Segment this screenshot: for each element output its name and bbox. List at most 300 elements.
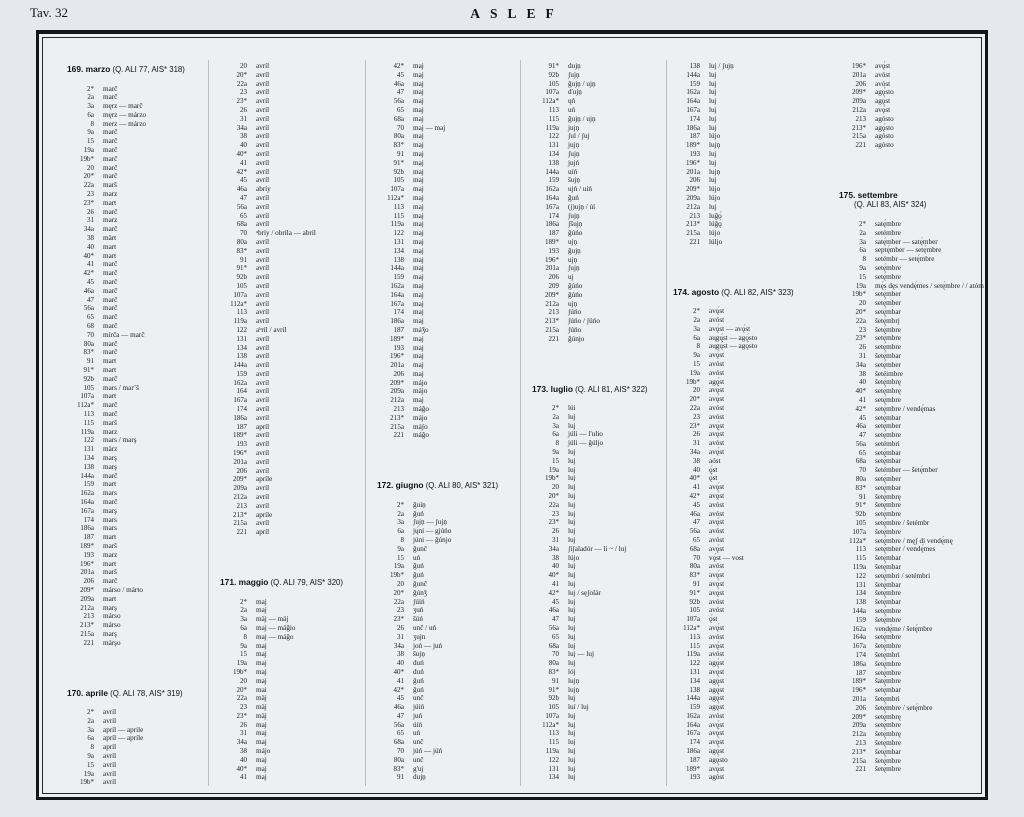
entry-number: 22a <box>855 316 866 325</box>
entry-number: 42* <box>393 685 404 694</box>
entry-form: ʃšujņ <box>568 220 583 229</box>
entry-number: 221 <box>236 528 247 537</box>
entry-form: agǫ́st <box>709 676 725 685</box>
entry-row <box>377 686 525 695</box>
entry-row <box>377 203 525 212</box>
entry-row <box>67 560 207 569</box>
entry-form: setę́mbrę <box>875 712 901 721</box>
entry-row <box>220 773 368 782</box>
entry-row <box>377 106 525 115</box>
entry-number: 2a <box>87 93 94 102</box>
entry-number: 34a <box>689 447 700 456</box>
entry-row <box>377 220 525 229</box>
entry-form: márşo <box>103 638 121 647</box>
entry-number: 56a <box>689 527 700 536</box>
entry-row <box>220 396 368 405</box>
entry-number: 92b <box>83 374 94 383</box>
entry-number: 20 <box>240 62 247 70</box>
entry-form: marč <box>103 295 118 304</box>
entry-row <box>839 387 997 396</box>
entry-row <box>532 712 666 721</box>
entry-number: 3a <box>397 518 404 527</box>
entry-row <box>67 595 207 604</box>
entry-form: májo <box>413 387 428 396</box>
entry-number: 65 <box>397 105 404 114</box>
entry-row <box>220 729 368 738</box>
entry-form: aóst <box>709 456 721 465</box>
entry-row <box>839 686 997 695</box>
entry-form: marč <box>103 128 118 137</box>
entry-form: maj <box>413 132 424 141</box>
entry-number: 167a <box>80 506 94 515</box>
entry-form: šetę́mbre <box>875 527 901 536</box>
entry-form: uń <box>413 729 421 738</box>
entry-row <box>220 431 368 440</box>
entry-row <box>532 510 666 519</box>
entry-row <box>377 176 525 185</box>
entry-row <box>839 370 997 379</box>
entry-row <box>67 322 207 331</box>
entry-form: avríl <box>256 88 270 97</box>
entry-row <box>67 296 207 305</box>
entry-number: 20 <box>87 163 94 172</box>
entry-row <box>377 712 525 721</box>
entry-form: maj <box>413 114 424 123</box>
entry-number: 20* <box>548 491 559 500</box>
entry-row <box>377 589 525 598</box>
entry-form: marŧ <box>103 357 117 366</box>
entry-form: maj <box>413 273 424 282</box>
entry-row <box>673 686 823 695</box>
entry-row <box>673 624 823 633</box>
entry-number: 196* <box>852 686 866 695</box>
section-number: 175. <box>839 189 858 200</box>
entry-row <box>67 357 207 366</box>
entry-number: 40* <box>689 474 700 483</box>
section-reference: (Q. ALI 78, AIS* 319) <box>108 688 183 698</box>
journal-title: ASLEF <box>470 6 564 21</box>
entry-form: maj <box>256 597 267 606</box>
entry-form: avríl <box>256 193 270 202</box>
entry-form: setę́mber <box>875 475 901 484</box>
entry-number: 144a <box>686 70 700 79</box>
entry-row <box>673 483 823 492</box>
entry-number: 2a <box>240 606 247 615</box>
entry-number: 2* <box>87 708 94 716</box>
entry-row <box>67 304 207 313</box>
entry-number: 31 <box>240 114 247 123</box>
entry-number: 83* <box>83 348 94 357</box>
entry-row <box>532 106 666 115</box>
entry-row <box>220 185 368 194</box>
entry-number: 107a <box>233 290 247 299</box>
entry-form: avríl <box>256 387 270 396</box>
entry-form: luj <box>568 755 576 764</box>
entry-number: 112a* <box>387 193 404 202</box>
entry-row <box>377 703 525 712</box>
entry-number: 42* <box>236 167 247 176</box>
entry-form: júíń <box>413 703 425 712</box>
entry-form: ǧúńo <box>568 281 583 290</box>
entry-row <box>839 633 997 642</box>
entry-number: 138 <box>855 598 866 607</box>
entry-number: 56a <box>393 720 404 729</box>
entry-number: 187 <box>855 668 866 677</box>
entry-number: 215a <box>80 629 94 638</box>
entry-number: 40 <box>240 755 247 764</box>
entry-form: ǫ́st <box>709 615 718 624</box>
entry-row <box>220 738 368 747</box>
entry-row <box>220 88 368 97</box>
entry-number: 22a <box>83 181 94 190</box>
entry-form: satę́mbre <box>875 219 901 228</box>
entry-number: 162a <box>233 378 247 387</box>
entry-row <box>220 650 368 659</box>
entry-row <box>673 238 823 247</box>
entry-form: mäj — mäj <box>256 615 289 624</box>
entry-form: marş <box>103 506 117 515</box>
entry-form: maj <box>256 773 267 782</box>
entry-form: marč <box>103 260 118 269</box>
entry-number: 134 <box>689 676 700 685</box>
entry-row <box>67 243 207 252</box>
entry-row <box>839 396 997 405</box>
entry-form: avríl <box>103 760 117 769</box>
entry-form: vendę́me / šetę́mbre <box>875 624 933 633</box>
entry-number: 212a <box>852 105 866 114</box>
entry-form: avríl <box>256 105 270 114</box>
entry-row <box>220 282 368 291</box>
entry-number: 112a* <box>683 623 700 632</box>
entry-form: setémbr — setę́mbre <box>875 255 935 264</box>
entry-form: avǫ́st <box>709 421 725 430</box>
entry-form: luj <box>568 483 576 492</box>
entry-form: maj <box>413 229 424 238</box>
entry-number: 164a <box>390 290 404 299</box>
entry-number: 40* <box>393 667 404 676</box>
entry-form: avǫ́st <box>709 667 725 676</box>
entry-row <box>532 422 666 431</box>
entry-row <box>839 229 997 238</box>
entry-row <box>377 379 525 388</box>
entry-form: avǫ́st <box>709 430 725 439</box>
entry-row <box>220 168 368 177</box>
entry-row <box>532 659 666 668</box>
entry-row <box>220 229 368 238</box>
column-1 <box>67 62 207 787</box>
entry-form: avǫ́st <box>709 738 725 747</box>
entry-row <box>839 748 997 757</box>
entry-row <box>377 212 525 221</box>
section-number: 172. <box>377 480 396 491</box>
entry-number: 19b* <box>686 377 700 386</box>
entry-form: märŧ <box>103 234 117 243</box>
entry-form: setę́mbre / vendę́mas <box>875 404 936 413</box>
entry-form: agǫ́st <box>709 659 725 668</box>
entry-number: 22a <box>548 500 559 509</box>
entry-form: luǧǫ́ <box>709 211 722 220</box>
entry-row <box>839 264 997 273</box>
entry-number: 34a <box>548 544 559 553</box>
entry-row <box>673 378 823 387</box>
entry-form: luj <box>568 711 576 720</box>
entry-form: šetę́mbre <box>875 325 901 334</box>
entry-form: maj — máǧio <box>256 623 296 632</box>
entry-number: 105 <box>548 79 559 88</box>
entry-row <box>673 510 823 519</box>
entry-number: 189* <box>390 334 404 343</box>
entry-form: ǧuíņ <box>413 500 426 509</box>
entry-row <box>532 62 666 71</box>
section-name: settembre <box>857 189 898 200</box>
entry-form: avǫ́st <box>709 395 725 404</box>
entry-number: 196* <box>390 352 404 361</box>
entry-row <box>532 747 666 756</box>
entry-row <box>673 448 823 457</box>
entry-form: šetę́mbre <box>875 738 901 747</box>
entry-number: 38 <box>240 132 247 141</box>
entry-row <box>377 229 525 238</box>
entry-number: 119a <box>545 747 559 756</box>
entry-row <box>673 501 823 510</box>
entry-number: 221 <box>548 334 559 343</box>
entry-form: (j)ujņ / úí <box>568 202 596 211</box>
entry-row <box>839 62 997 71</box>
entry-number: 6a <box>87 734 94 743</box>
entry-number: 47 <box>87 295 94 304</box>
entry-number: 22a <box>689 404 700 412</box>
entry-form: vǫ́st — vost <box>709 553 744 562</box>
entry-number: 42* <box>855 404 866 413</box>
entry-number: 45 <box>240 176 247 185</box>
entry-row <box>532 633 666 642</box>
entry-row <box>839 660 997 669</box>
entry-row <box>67 621 207 630</box>
entry-number: 15 <box>552 456 559 465</box>
entry-number: 41 <box>397 676 404 685</box>
entry-number: 167a <box>852 642 866 651</box>
entry-form: maj <box>413 246 424 255</box>
entry-form: maj <box>413 185 424 194</box>
entry-form: úíń <box>413 720 423 729</box>
entry-number: 174 <box>83 515 94 524</box>
entry-form: avríl <box>256 501 270 510</box>
entry-number: 105 <box>855 519 866 528</box>
entry-row <box>839 510 997 519</box>
entry-number: 193 <box>689 773 700 782</box>
entry-row <box>532 317 666 326</box>
entry-row <box>532 571 666 580</box>
entry-number: 45 <box>859 413 866 422</box>
entry-number: 213* <box>852 747 866 756</box>
entry-number: 209a <box>852 721 866 730</box>
entry-number: 92b <box>393 167 404 176</box>
entry-row <box>67 269 207 278</box>
entry-form: šetę́mbre <box>875 659 901 668</box>
entry-number: 8 <box>90 743 94 752</box>
entry-row <box>67 568 207 577</box>
entry-row <box>220 458 368 467</box>
entry-number: 162a <box>390 281 404 290</box>
entry-number: 115 <box>393 211 404 220</box>
entry-number: 196* <box>686 158 700 167</box>
entry-form: avóst <box>709 509 725 518</box>
entry-row <box>220 686 368 695</box>
entry-number: 91* <box>236 264 247 273</box>
entry-number: 19b* <box>852 290 866 299</box>
entry-number: 15 <box>87 760 94 769</box>
entry-form: agósto <box>875 114 894 123</box>
entry-row <box>839 730 997 739</box>
entry-form: agǫ́st <box>709 747 725 756</box>
entry-number: 193 <box>83 550 94 559</box>
entry-form: maj <box>413 290 424 299</box>
entry-number: 209a <box>852 97 866 106</box>
entry-form: maj <box>413 317 424 326</box>
section-number: 169. <box>67 64 86 74</box>
entry-form: mäj <box>256 694 267 703</box>
entry-form: dujņ <box>413 773 426 782</box>
entry-number: 164a <box>686 720 700 729</box>
entry-row <box>673 536 823 545</box>
entry-form: avríl <box>256 149 270 158</box>
entry-form: šetę́mbar <box>875 351 901 360</box>
entry-form: marč <box>103 401 118 410</box>
entry-number: 19b* <box>545 474 559 483</box>
entry-form: lujņ <box>709 167 721 176</box>
entry-number: 47 <box>397 88 404 97</box>
entry-number: 221 <box>855 141 866 150</box>
entry-form: marš <box>103 181 117 190</box>
entry-number: 3a <box>552 421 559 430</box>
entry-form: luj <box>568 597 576 606</box>
entry-form: marč <box>103 339 118 348</box>
entry-row <box>220 712 368 721</box>
entry-form: avǫ́st <box>709 307 725 316</box>
entry-number: 20* <box>689 395 700 404</box>
entry-form: avǫ́st <box>709 641 725 650</box>
entry-row <box>673 124 823 133</box>
entry-form: avríl <box>256 123 270 132</box>
entry-row <box>220 747 368 756</box>
entry-number: 91* <box>689 588 700 597</box>
entry-number: 206 <box>236 466 247 475</box>
entry-row <box>532 115 666 124</box>
entry-number: 91* <box>83 366 94 374</box>
section-name: marzo <box>85 64 111 74</box>
entry-number: 159 <box>83 480 94 489</box>
entry-form: marŧ <box>103 242 117 251</box>
entry-form: ǧuń <box>413 571 424 580</box>
entry-number: 144a <box>686 694 700 703</box>
entry-row <box>839 589 997 598</box>
entry-row <box>532 185 666 194</box>
entry-row <box>377 115 525 124</box>
entry-form: avóst <box>875 70 891 79</box>
entry-form: marč <box>103 278 118 287</box>
section-reference: (Q. ALI 81, AIS* 322) <box>572 384 648 394</box>
section-reference: (Q. ALI 80, AIS* 321) <box>423 481 499 491</box>
entry-number: 40 <box>240 141 247 150</box>
entry-form: ǧujņ / ujņ <box>568 114 596 123</box>
entry-row <box>220 203 368 212</box>
entry-form: šetę́mbri <box>875 651 900 660</box>
entry-number: 20 <box>397 579 404 588</box>
entry-row <box>377 545 525 554</box>
entry-form: marč <box>103 313 118 322</box>
entry-form: luj <box>568 571 576 580</box>
entry-row <box>673 527 823 536</box>
entry-row <box>67 726 207 735</box>
entry-form: maj <box>413 352 424 361</box>
entry-row <box>673 141 823 150</box>
entry-number: 187 <box>83 533 94 542</box>
entry-number: 9a <box>552 447 559 456</box>
entry-form: ǧuń <box>413 562 424 571</box>
entry-number: 83* <box>689 571 700 580</box>
entry-row <box>67 454 207 463</box>
entry-form: agǫ́st <box>709 377 725 386</box>
entry-number: 164 <box>236 387 247 396</box>
entry-row <box>839 141 997 150</box>
entry-row <box>377 159 525 168</box>
entry-row <box>532 413 666 422</box>
entry-number: 80a <box>548 659 559 668</box>
entry-form: márso / márŧo <box>103 585 143 594</box>
entry-number: 159 <box>393 273 404 282</box>
section-number: 171. <box>220 577 239 588</box>
entry-row <box>673 615 823 624</box>
entry-number: 213* <box>390 413 404 422</box>
entry-number: 215a <box>852 756 866 765</box>
entry-row <box>377 694 525 703</box>
section-reference: (Q. ALI 82, AIS* 323) <box>719 287 794 297</box>
entry-form: lújo <box>568 553 580 562</box>
section-name: aprile <box>85 687 108 698</box>
entry-row <box>377 194 525 203</box>
entry-row <box>532 203 666 212</box>
entry-row <box>67 577 207 586</box>
column-rule <box>208 60 209 786</box>
entry-form: avǫ́st <box>709 447 725 456</box>
entry-form: avríl <box>256 273 270 282</box>
entry-form: marč <box>103 409 118 418</box>
entry-row <box>673 71 823 80</box>
entry-row <box>673 185 823 194</box>
entry-row <box>377 308 525 317</box>
entry-number: 134 <box>548 149 559 158</box>
entry-row <box>377 677 525 686</box>
entry-row <box>673 756 823 765</box>
entry-row <box>532 729 666 738</box>
entry-row <box>673 694 823 703</box>
entry-form: maj <box>413 396 424 405</box>
entry-form: šetę́mbre <box>875 615 901 624</box>
entry-number: 42* <box>393 62 404 70</box>
entry-form: marş <box>103 603 117 612</box>
entry-row <box>839 308 997 317</box>
entry-row <box>377 659 525 668</box>
entry-number: 23 <box>397 606 404 615</box>
entry-row <box>377 571 525 580</box>
entry-row <box>377 97 525 106</box>
entry-form: avóst <box>709 316 725 325</box>
entry-form: avóst <box>709 606 725 615</box>
entry-form: duń <box>413 659 424 668</box>
entry-row <box>673 562 823 571</box>
entry-row <box>839 255 997 264</box>
entry-form: maj — máǧo <box>256 632 294 641</box>
